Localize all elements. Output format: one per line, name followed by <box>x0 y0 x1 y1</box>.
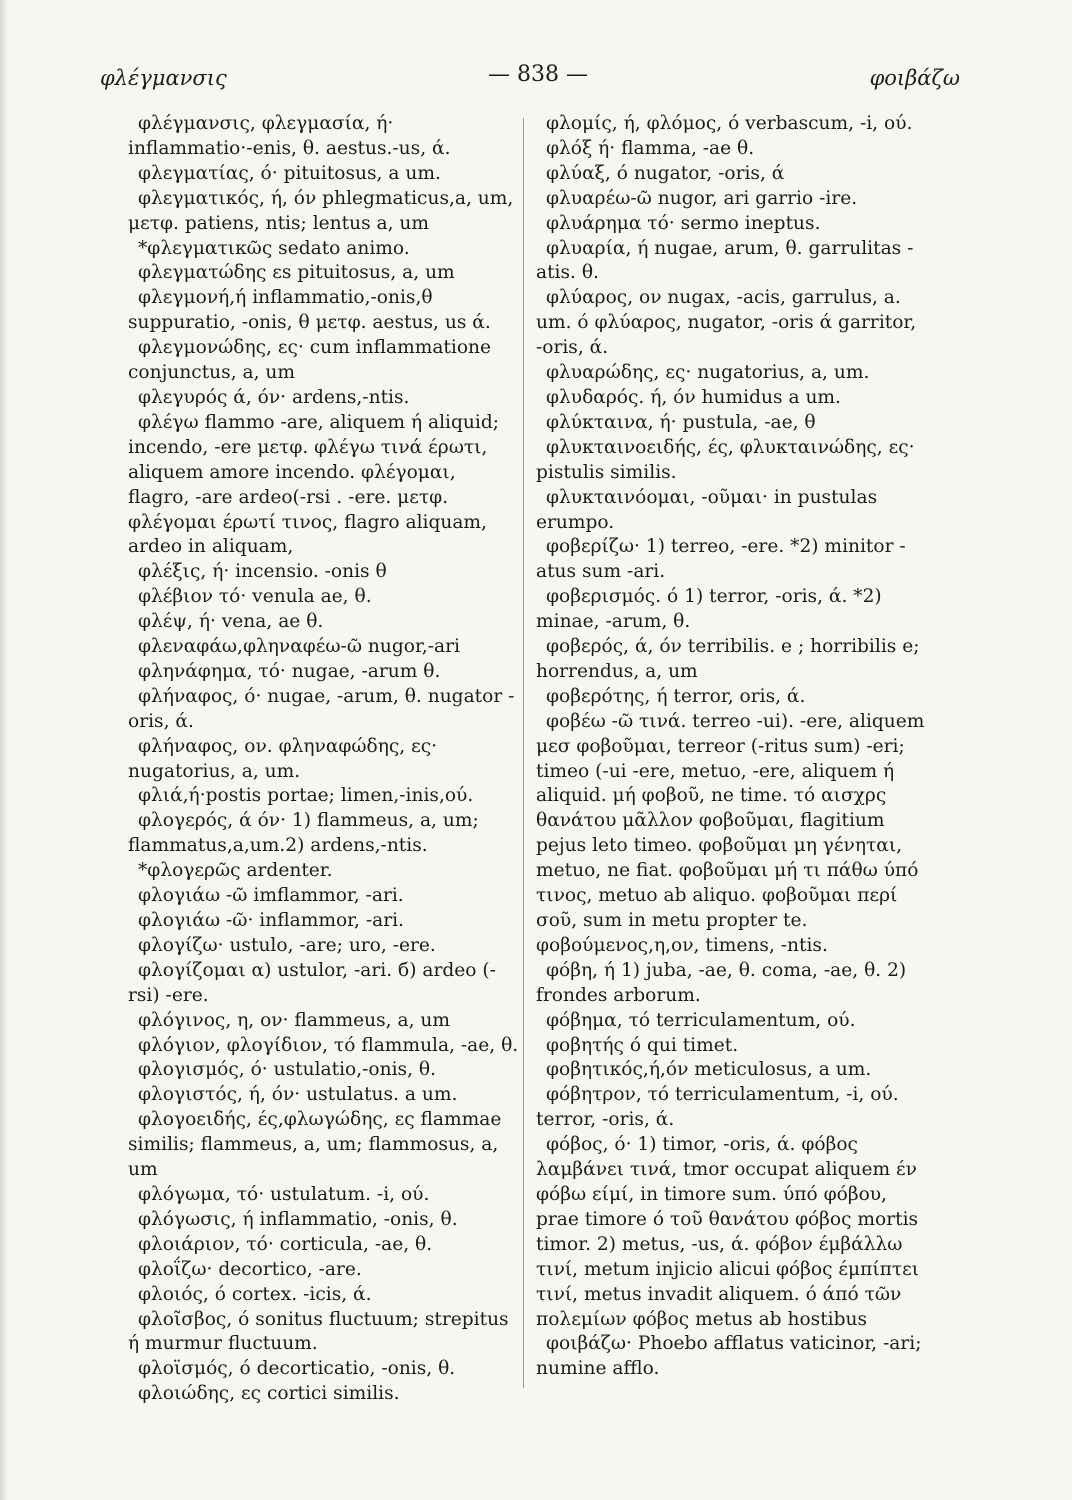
entry: φλοΐζω· decortico, -are. <box>138 1258 362 1280</box>
entry: φλόξ ή· flamma, -ae θ. <box>546 137 755 159</box>
entry: φληνάφημα, τό· nugae, -arum θ. <box>138 660 441 682</box>
entry: φλογίζω· ustulo, -are; uro, -ere. <box>138 934 436 956</box>
entry: φλυαρώδης, ες· nugatorius, a, um. <box>546 362 870 384</box>
entry: φλεγματίας, ό· pituitosus, a um. <box>138 162 441 184</box>
header-left-word: φλέγμανσις <box>100 66 227 90</box>
entry: φοιβάζω· Phoebo afflatus vaticinor, -ari; numine afflo. <box>536 1333 922 1380</box>
header-right-word: φοιβάζω <box>869 66 960 90</box>
entry: φλοιός, ό cortex. -icis, ά. <box>138 1283 372 1305</box>
entry: φοβητής ό qui timet. <box>546 1034 739 1056</box>
entry: φλέξις, ή· incensio. -onis θ <box>138 561 387 583</box>
entry: φλομίς, ή, φλόμος, ό verbascum, -i, ού. <box>546 113 913 134</box>
entry: *φλεγματικῶς sedato animo. <box>138 237 410 259</box>
right-column <box>536 112 926 1382</box>
entry: φλογιάω -ῶ· inflammor, -ari. <box>138 910 404 931</box>
entry: φλύαρος, ον nugax, -acis, garrulus, a. um. ό φλύαρος, nugator, -oris ά garritor, -oris, ά. <box>536 287 917 359</box>
entry: φλεγμονή,ή inflammatio,-onis,θ suppuratio, -onis, θ μετφ. aestus, us ά. <box>128 287 491 334</box>
running-head <box>100 62 960 106</box>
entry: φλογερός, ά όν· 1) flammeus, a, um; flammatus,a,um.2) ardens,-ntis. <box>128 810 479 857</box>
entry: φλογιάω -ῶ imflammor, -ari. <box>138 885 404 907</box>
entry: φλογιστός, ή, όν· ustulatus. a um. <box>138 1084 458 1106</box>
entry: φλυδαρός. ή, όν humidus a um. <box>546 386 841 408</box>
entry: φλυκταινοειδής, ές, φλυκταινώδης, ες· pistulis similis. <box>536 436 915 483</box>
column-divider <box>523 118 524 1388</box>
entry: φόβος, ό· 1) timor, -oris, ά. φόβος λαμβάνει τινά, tmor occupat aliquem έν φόβω είμί, in timore sum. ύπό φόβου, prae timore ό τοῦ θανάτου φόβος mortis timor. 2) metus, -us, ά. φόβον έμβάλλω τινί, metum injicio alicui φόβος έμπίπτει τινί, metus invadit aliquem. ό άπό τῶν πολεμίων φόβος metus ab hostibus <box>536 1134 920 1330</box>
entry: φλόγωσις, ή inflammatio, -onis, θ. <box>138 1208 458 1230</box>
entry: φλυάρημα τό· sermo ineptus. <box>546 212 821 234</box>
entry: φλόγιον, φλογίδιον, τό flammula, -ae, θ. <box>138 1034 519 1056</box>
entry: φλεναφάω,φληναφέω-ῶ nugor,-ari <box>138 636 460 658</box>
entry: φλυαρέω-ῶ nugor, ari garrio -ire. <box>546 187 858 209</box>
entry: φοβέω -ῶ τινά. terreo -ui). -ere, aliquem μεσ φοβοῦμαι, terreor (-ritus sum) -eri; timeo (-ui -ere, metuo, -ere, aliquem ή aliquid. μή φοβοῦ, ne time. τό αισχρς θανάτου μᾶλλον φοβοῦμαι, flagitium pejus leto timeo. φοβοῦμαι μη γένηται, metuo, ne fiat. φοβοῦμαι μή τι πάθω ύπό τινος, metuo ab aliquo. φοβοῦμαι περί σοῦ, sum in metu propter te. φοβούμενος,η,ον, timens, -ntis. <box>536 710 925 956</box>
page-number: — 838 — <box>488 62 588 87</box>
entry: φλεγμονώδης, ες· cum inflammatione conjunctus, a, um <box>128 337 492 384</box>
left-column <box>128 112 520 1407</box>
entry: φλοϊσμός, ό decorticatio, -onis, θ. <box>138 1358 456 1380</box>
entry: φλήναφος, ό· nugae, -arum, θ. nugator -oris, ά. <box>128 685 515 732</box>
entry: φλήναφος, ον. φληναφώδης, ες· nugatorius, a, um. <box>128 735 438 782</box>
entry: φοβερίζω· 1) terreo, -ere. *2) minitor -atus sum -ari. <box>536 536 906 583</box>
entry: φλυκταινόομαι, -οῦμαι· in pustulas erumpo. <box>536 486 878 533</box>
entry: φλέψ, ή· vena, ae θ. <box>138 611 324 633</box>
entry: φόβη, ή 1) juba, -ae, θ. coma, -ae, θ. 2) frondes arborum. <box>536 959 907 1006</box>
entry: φλεγυρός ά, όν· ardens,-ntis. <box>138 386 410 408</box>
entry: φλογισμός, ό· ustulatio,-onis, θ. <box>138 1059 437 1081</box>
entry: φλύαξ, ό nugator, -oris, ά <box>546 162 785 184</box>
entry: φλοῖσβος, ό sonitus fluctuum; strepitus ή murmur fluctuum. <box>128 1308 509 1355</box>
entry: φλογίζομαι α) ustulor, -ari. б) ardeo (-rsi) -ere. <box>128 959 496 1006</box>
entry: φλέβιον τό· venula ae, θ. <box>138 586 372 608</box>
entry: φοβερός, ά, όν terribilis. e ; horribilis e; horrendus, a, um <box>536 636 920 682</box>
entry: φλοιώδης, ες cortici similis. <box>138 1383 400 1405</box>
entry: φλύκταινα, ή· pustula, -ae, θ <box>546 411 816 433</box>
entry: φλεγματικός, ή, όν phlegmaticus,a, um, μετφ. patiens, ntis; lentus a, um <box>128 187 514 234</box>
entry: φλογοειδής, ές,φλωγώδης, ες flammae similis; flammeus, a, um; flammosus, a, um <box>128 1109 502 1181</box>
entry: φόβημα, τό terriculamentum, ού. <box>546 1009 856 1031</box>
entry: φλέγμανσις, φλεγμασία, ή· inflammatio·-enis, θ. aestus.-us, ά. <box>128 113 451 159</box>
entry: *φλογερῶς ardenter. <box>138 860 333 882</box>
entry: φλόγωμα, τό· ustulatum. -i, ού. <box>138 1183 430 1205</box>
entry: φοβερότης, ή terror, oris, ά. <box>546 685 806 707</box>
entry: φλυαρία, ή nugae, arum, θ. garrulitas -atis. θ. <box>536 237 914 284</box>
entry: φλιά,ή·postis portae; limen,-inis,ού. <box>138 785 474 807</box>
entry: φοβερισμός. ό 1) terror, -oris, ά. *2) minae, -arum, θ. <box>536 586 882 633</box>
entry: φλεγματώδης εs pituitosus, a, um <box>138 262 455 284</box>
entry: φόβητρον, τό terriculamentum, -i, ού. terror, -oris, ά. <box>536 1084 899 1131</box>
entry: φοβητικός,ή,όν meticulosus, a um. <box>546 1059 872 1081</box>
entry: φλέγω flammo -are, aliquem ή aliquid; incendo, -ere μετφ. φλέγω τινά έρωτι, aliquem amore incendo. φλέγομαι, flagro, -are ardeo(-rsi . -ere. μετφ. φλέγομαι έρωτί τινος, flagro aliquam, ardeo in aliquam, <box>128 411 499 558</box>
entry: φλόγινος, η, ον· flammeus, a, um <box>138 1009 451 1031</box>
entry: φλοιάριον, τό· corticula, -ae, θ. <box>138 1233 433 1255</box>
page-edge <box>0 0 8 1500</box>
